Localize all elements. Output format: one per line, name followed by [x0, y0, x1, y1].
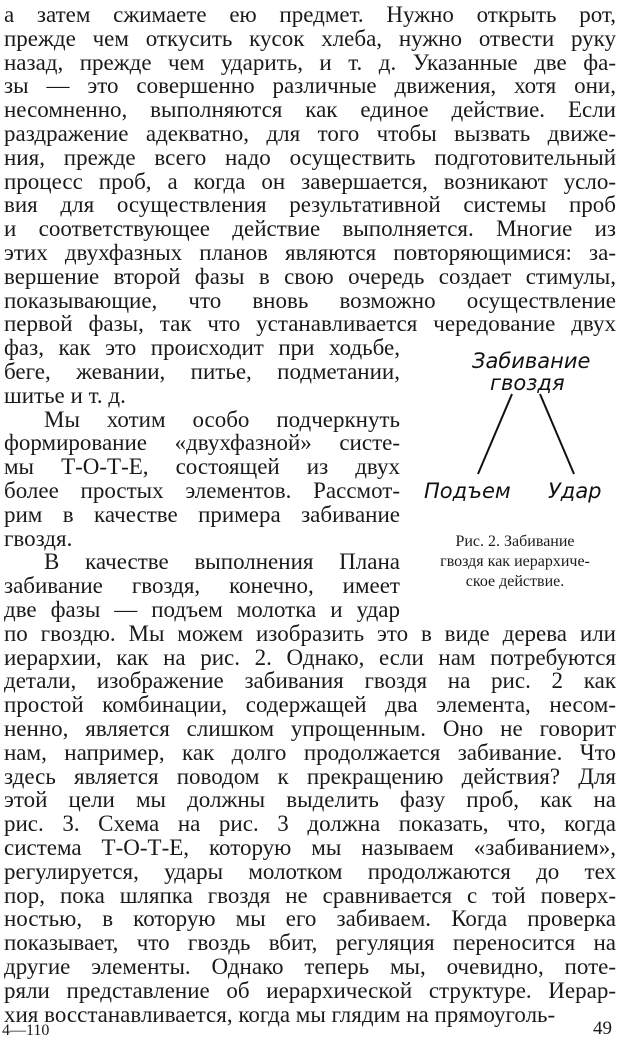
- edge-left: [478, 394, 512, 474]
- text-line: вия для осуществления результативной системы проб: [4, 192, 616, 218]
- text-line: нам, например, как долго продолжается забивание. Что: [4, 739, 616, 765]
- text-line: фаз, как это происходит при ходьбе,: [4, 335, 400, 361]
- node-root-line2: гвоздя: [490, 371, 565, 395]
- page-number: 49: [593, 1018, 612, 1039]
- text-line: рис. 3. Схема на рис. 3 должна показать, что, когда: [4, 811, 616, 837]
- text-line: детали, изображение забивания гвоздя на рис. 2 как: [4, 668, 616, 694]
- text-line: процесс проб, а когда он завершается, возникают усло-: [4, 168, 616, 194]
- text-line: простой комбинации, содержащей два элемента, несом-: [4, 692, 616, 718]
- text-line: пор, пока шляпка гвоздя не сравнивается с той поверх-: [4, 882, 616, 908]
- text-line: мы Т-О-Т-Е, состоящей из двух: [4, 454, 400, 480]
- text-line: раздражение адекватно, для того чтобы вызвать движе-: [4, 121, 616, 146]
- caption-line: Рис. 2. Забивание: [455, 533, 575, 550]
- text-line: иерархии, как на рис. 2. Однако, если нам потребуются: [4, 644, 616, 670]
- text-line: более простых элементов. Рассмот-: [4, 478, 400, 503]
- text-line: регулируется, удары молотком продолжаются до тех: [4, 858, 616, 884]
- text-line: этой цели мы должны выделить фазу проб, как на: [4, 787, 616, 813]
- text-line: ряли представление об иерархической структуре. Иерар-: [4, 977, 616, 1003]
- node-right-child: Удар: [548, 479, 602, 503]
- text-line: зы — это совершенно различные движения, хотя они,: [4, 73, 616, 99]
- text-line: вершение второй фазы в свою очередь создает стимулы,: [4, 263, 616, 289]
- text-line: формирование «двухфазной» систе-: [4, 430, 400, 456]
- text-line: шитье и т. д.: [4, 382, 126, 408]
- edge-right: [540, 394, 574, 474]
- text-line: Мы хотим особо подчеркнуть: [44, 406, 400, 432]
- text-line: В качестве выполнения Плана: [44, 549, 400, 575]
- text-line: показывающие, что вновь возможно осуществление: [4, 287, 616, 313]
- printer-signature: 4—110: [2, 1022, 50, 1039]
- figure-caption: [410, 532, 620, 592]
- text-line: этих двухфазных планов являются повторяющимися: за-: [4, 240, 616, 265]
- text-line: а затем сжимаете ею предмет. Нужно открыть рот,: [4, 2, 616, 27]
- text-line: и соответствующее действие выполняется. Многие из: [4, 216, 616, 242]
- node-root-line1: Забивание: [472, 349, 591, 373]
- text-line: другие элементы. Однако теперь мы, очевидно, поте-: [4, 954, 616, 979]
- text-line: забивание гвоздя, конечно, имеет: [4, 573, 400, 599]
- text-line: ния, прежде всего надо осуществить подготовительный: [4, 144, 616, 170]
- text-line: беге, жевании, питье, подметании,: [4, 359, 400, 384]
- text-line: ненно, является слишком упрощенным. Оно не говорит: [4, 716, 616, 741]
- text-line: несомненно, выполняются как единое действие. Если: [4, 97, 616, 123]
- text-line: показывает, что гвоздь вбит, регуляция переносится на: [4, 930, 616, 956]
- text-line: две фазы — подъем молотка и удар: [4, 597, 400, 622]
- text-line: система Т-О-Т-Е, которую мы называем «забиванием»,: [4, 835, 616, 860]
- caption-line: ское действие.: [465, 573, 565, 590]
- text-line: назад, прежде чем ударить, и т. д. Указанные две фа-: [4, 49, 616, 75]
- node-left-child: Подъем: [424, 479, 511, 503]
- text-line: хия восстанавливается, когда мы глядим на прямоуголь-: [4, 1001, 556, 1027]
- text-line: прежде чем откусить кусок хлеба, нужно отвести руку: [4, 25, 616, 51]
- text-line: ностью, в которую мы его забиваем. Когда проверка: [4, 906, 616, 932]
- text-line: первой фазы, так что устанавливается чередование двух: [4, 311, 616, 337]
- caption-line: гвоздя как иерархиче-: [440, 553, 590, 570]
- text-line: гвоздя.: [4, 525, 73, 551]
- text-line: здесь является поводом к прекращению действия? Для: [4, 763, 616, 789]
- text-line: по гвоздю. Мы можем изобразить это в виде дерева или: [4, 620, 616, 646]
- text-line: рим в качестве примера забивание: [4, 501, 400, 527]
